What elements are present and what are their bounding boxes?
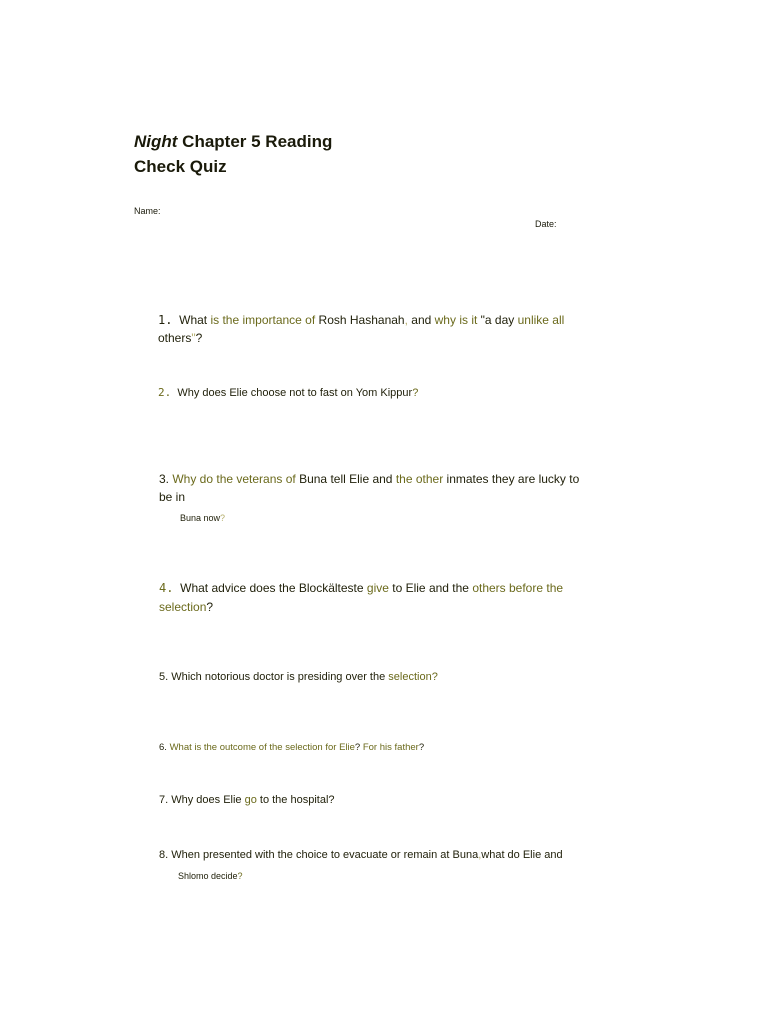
q3-text: Buna now	[180, 513, 221, 523]
question-4-line2	[159, 598, 213, 616]
question-1-line2	[158, 329, 202, 347]
q4-text: give	[366, 581, 389, 595]
q4-text: ?	[206, 600, 214, 614]
q6-text: For his father	[362, 742, 419, 753]
date-label: Date:	[535, 219, 557, 229]
q4-number: 4.	[159, 581, 174, 595]
quiz-title-line1	[134, 132, 332, 152]
book-title: Night	[134, 132, 178, 151]
title-rest: Chapter 5 Reading	[182, 132, 333, 151]
q2-text: Why does Elie choose not to fast on Yom Kippur	[177, 387, 413, 399]
q5-text: 5. Which notorious doctor is presiding over the	[159, 671, 389, 683]
q1-text: ?	[195, 331, 203, 345]
q1-text: why is it	[434, 313, 481, 327]
q8-text: 8. When presented with the choice to evacuate or remain at Buna	[159, 849, 479, 861]
q6-text: 6.	[159, 742, 170, 753]
q7-text: to the hospital?	[256, 794, 335, 806]
question-8-line1	[159, 849, 563, 861]
q1-text: is the importance of	[210, 313, 319, 327]
q4-text: selection	[159, 600, 207, 614]
q8-text: ,	[478, 849, 482, 861]
q6-text: What is the outcome of the selection for Elie	[169, 742, 355, 753]
q8-text: ?	[237, 871, 243, 881]
q3-text: inmates they are lucky to	[443, 472, 580, 486]
question-7	[159, 794, 335, 806]
question-5	[159, 671, 438, 683]
q7-text: 7. Why does Elie	[159, 794, 245, 806]
q1-number: 1.	[158, 313, 173, 327]
q3-text: 3.	[159, 472, 173, 486]
q1-text: "	[191, 331, 196, 345]
q1-text: What	[179, 313, 211, 327]
q3-text: the other	[395, 472, 444, 486]
q6-text: ?	[418, 742, 425, 753]
q1-text: "a day	[480, 313, 518, 327]
q4-text: others before the	[472, 581, 564, 595]
q5-text: selection?	[388, 671, 438, 683]
q3-text: tell Elie and	[327, 472, 396, 486]
question-8-line2	[178, 871, 243, 881]
q1-text: Rosh Hashanah	[318, 313, 405, 327]
q3-text: ?	[220, 513, 226, 523]
q2-number: 2.	[158, 386, 172, 399]
question-6	[159, 742, 424, 753]
question-2	[158, 386, 418, 399]
q4-text: to Elie and the	[388, 581, 473, 595]
name-label: Name:	[134, 206, 161, 216]
q1-text: others	[158, 331, 192, 345]
q3-text: Buna	[299, 472, 328, 486]
q7-text: go	[244, 794, 257, 806]
question-4-line1	[159, 579, 563, 597]
question-3-line3	[180, 513, 225, 523]
q8-text: Shlomo decide	[178, 871, 238, 881]
q6-text: ?	[354, 742, 363, 753]
question-1-line1	[158, 311, 564, 329]
q1-text: and	[407, 313, 435, 327]
question-3-line1	[159, 470, 579, 488]
q8-text: what do Elie and	[481, 849, 563, 861]
question-3-line2: be in	[159, 490, 186, 504]
q1-text: unlike all	[517, 313, 565, 327]
q2-text: ?	[412, 387, 419, 399]
q3-text: Why do the veterans of	[172, 472, 300, 486]
q1-text: ,	[404, 313, 408, 327]
quiz-title-line2: Check Quiz	[134, 157, 227, 176]
q4-text: What advice does the Blockälteste	[180, 581, 367, 595]
